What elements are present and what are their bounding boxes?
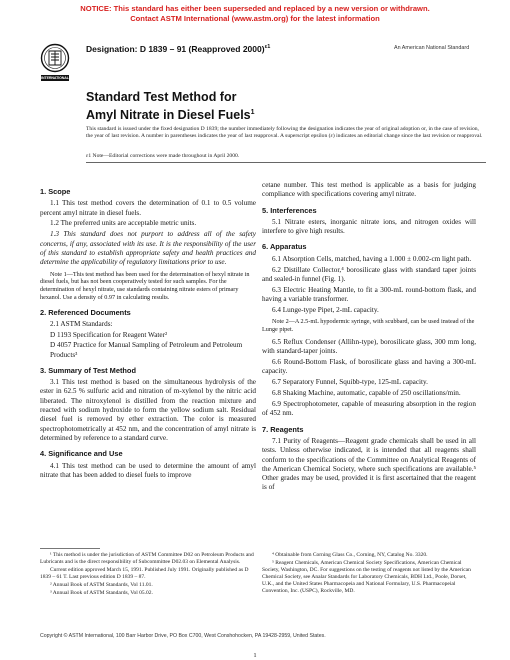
- header-divider: [86, 162, 486, 163]
- footnote-1: ¹ This method is under the jurisdiction of ASTM Committee D02 on Petroleum Products and Lubricants and is the direct responsibility of Subcommittee D02.03 on Elemental Analysis.: [40, 552, 254, 565]
- logo-caption: INTERNATIONAL: [41, 76, 69, 80]
- designation-text: Designation: D 1839 – 91 (Reapproved 2000): [86, 44, 265, 54]
- footnote-5: ⁵ Reagent Chemicals, American Chemical Society Specifications, American Chemical Society, Washington, DC. For suggestions on the testing of reagents not listed by the American Chemical Society, see Analar Standards for Laboratory Chemicals, BDH Ltd., Poole, Dorset, U.K., and the United States Pharmacopeia and National Formulary, U.S. Pharmacopeial Convention, Inc. (USPC), Rockville, MD.: [262, 560, 471, 594]
- paragraph-5-1: 5.1 Nitrate esters, inorganic nitrate ions, and nitrogen oxides will interfere to give high results.: [262, 217, 476, 236]
- footnote-4: ⁴ Obtainable from Corning Glass Co., Corning, NY, Catalog No. 3320.: [272, 552, 428, 558]
- paragraph-6-7: 6.7 Separatory Funnel, Squibb-type, 125-mL capacity.: [272, 378, 428, 387]
- paragraph-1-2: 1.2 The preferred units are acceptable metric units.: [50, 219, 197, 228]
- editorial-note: ε1 Note—Editorial corrections were made throughout in April 2000.: [86, 153, 240, 159]
- paragraph-1-3: 1.3 This standard does not purport to address all of the safety concerns, if any, associated with its use. It is the responsibility of the user of this standard to establish appropriate safety and health practices and determine the applicability of regulatory limitations prior to use.: [40, 230, 256, 267]
- section-referenced-docs-heading: 2. Referenced Documents: [40, 307, 131, 317]
- footnotes-left: [40, 548, 256, 598]
- section-reagents-heading: 7. Reagents: [262, 424, 304, 434]
- reference-d1193: D 1193 Specification for Reagent Water²: [50, 330, 168, 339]
- section-significance-heading: 4. Significance and Use: [40, 449, 123, 459]
- footnote-2: ² Annual Book of ASTM Standards, Vol 11.01.: [50, 582, 153, 588]
- left-column: [40, 181, 256, 482]
- american-national-standard: An American National Standard: [394, 45, 470, 51]
- designation: [86, 44, 270, 54]
- astm-logo: [40, 42, 70, 86]
- note-2: Note 2—A 2.5-mL hypodermic syringe, with scubbard, can be used instead of the Lunge pipet.: [262, 318, 475, 334]
- designation-epsilon: ε1: [264, 44, 271, 51]
- section-interferences-heading: 5. Interferences: [262, 205, 317, 215]
- section-apparatus-heading: 6. Apparatus: [262, 242, 307, 252]
- footnotes-right: [262, 548, 476, 596]
- footnote-divider-left: [40, 548, 100, 549]
- paragraph-1-1: 1.1 This test method covers the determination of 0.1 to 0.5 volume percent amyl nitrate in diesel fuels.: [40, 199, 256, 217]
- withdrawal-notice: [0, 4, 510, 24]
- reference-d4057: D 4057 Practice for Manual Sampling of Petroleum and Petroleum Products³: [50, 341, 243, 359]
- paragraph-6-5: 6.5 Reflux Condenser (Allihn-type), borosilicate glass, 300 mm long, with standard-taper joints.: [262, 337, 476, 356]
- paragraph-6-9: 6.9 Spectrophotometer, capable of measuring absorption in the region of 452 nm.: [262, 400, 476, 418]
- right-column: [262, 181, 476, 494]
- footnote-1-edition: Current edition approved March 15, 1991. Published July 1991. Originally published as D 1839 – 61 T. Last previous edition D 1839 – 87.: [40, 567, 249, 580]
- notice-line-2: Contact ASTM International (www.astm.org) for the latest information: [130, 14, 380, 23]
- copyright-line: Copyright © ASTM International, 100 Barr Harbor Drive, PO Box C700, West Conshohocken, PA 19428-2959, United States.: [40, 633, 326, 639]
- paragraph-6-1: 6.1 Absorption Cells, matched, having a 1.000 ± 0.002-cm light path.: [272, 254, 472, 263]
- note-1: Note 1—This test method has been used for the determination of hexyl nitrate in diesel fuels, but has not been cooperatively tested for such samples. For the determination of hexyl nitrate, use standards containing nitrate esters of primary hexanol. Use a density of 0.97 in calculating results.: [40, 270, 250, 301]
- document-title: [86, 90, 255, 123]
- title-footnote-mark: 1: [250, 109, 255, 116]
- page-number: 1: [253, 652, 257, 659]
- paragraph-4-1: 4.1 This test method can be used to determine the amount of amyl nitrate that has been added to diesel fuels to improve: [40, 461, 256, 479]
- paragraph-6-2: 6.2 Distillate Collector,⁴ borosilicate glass with standard taper joints and sealed-in funnel (Fig. 1).: [262, 265, 476, 283]
- paragraph-4-1-continued: cetane number. This test method is applicable as a basis for judging compliance with specifications covering amyl nitrate.: [262, 181, 476, 199]
- footnote-3: ³ Annual Book of ASTM Standards, Vol 05.02.: [50, 590, 153, 596]
- paragraph-6-3: 6.3 Electric Heating Mantle, to fit a 300-mL round-bottom flask, and having a variable transformer.: [262, 285, 476, 304]
- section-summary-heading: 3. Summary of Test Method: [40, 365, 136, 375]
- paragraph-2-1: 2.1 ASTM Standards:: [50, 320, 113, 329]
- title-line-1: Standard Test Method for: [86, 90, 237, 104]
- issuance-statement: This standard is issued under the fixed designation D 1839; the number immediately following the designation indicates the year of original adoption or, in the case of revision, the year of last revision. A number in parentheses indicates the year of last reapproval. A superscript epsilon (ε) indicates an editorial change since the last revision or reapproval.: [86, 126, 483, 140]
- notice-line-1: NOTICE: This standard has either been superseded and replaced by a new version or withdrawn.: [80, 4, 430, 13]
- paragraph-6-4: 6.4 Lunge-type Pipet, 2-mL capacity.: [272, 306, 379, 315]
- section-scope-heading: 1. Scope: [40, 187, 71, 196]
- paragraph-6-8: 6.8 Shaking Machine, automatic, capable of 250 oscillations/min.: [272, 389, 461, 398]
- title-line-2: Amyl Nitrate in Diesel Fuels$^1$: [86, 108, 255, 123]
- paragraph-3-1: 3.1 This test method is based on the simultaneous hydrolysis of the ester in 62.5 % sulfuric acid and nitration of m-xylenol by the nitric acid liberated. The nitroxylenol is distilled from the reaction mixture and reacted with sodium hydroxide to form the yellow sodium salt. Residual diesel fuel is removed by ether extraction. The color is measured spectrophotometrically at 452 nm, and the concentration of amyl nitrate is determined by reference to a standard curve.: [40, 378, 256, 442]
- paragraph-6-6: 6.6 Round-Bottom Flask, of borosilicate glass and having a 300-mL capacity.: [262, 358, 476, 376]
- paragraph-7-1: 7.1 Purity of Reagents—Reagent grade chemicals shall be used in all tests. Unless otherwise indicated, it is intended that all reagents shall conform to the specifications of the Committee on Analytical Reagents of the American Chemical Society, where such specifications are available.⁵ Other grades may be used, provided it is first ascertained that the reagent is of: [262, 436, 476, 492]
